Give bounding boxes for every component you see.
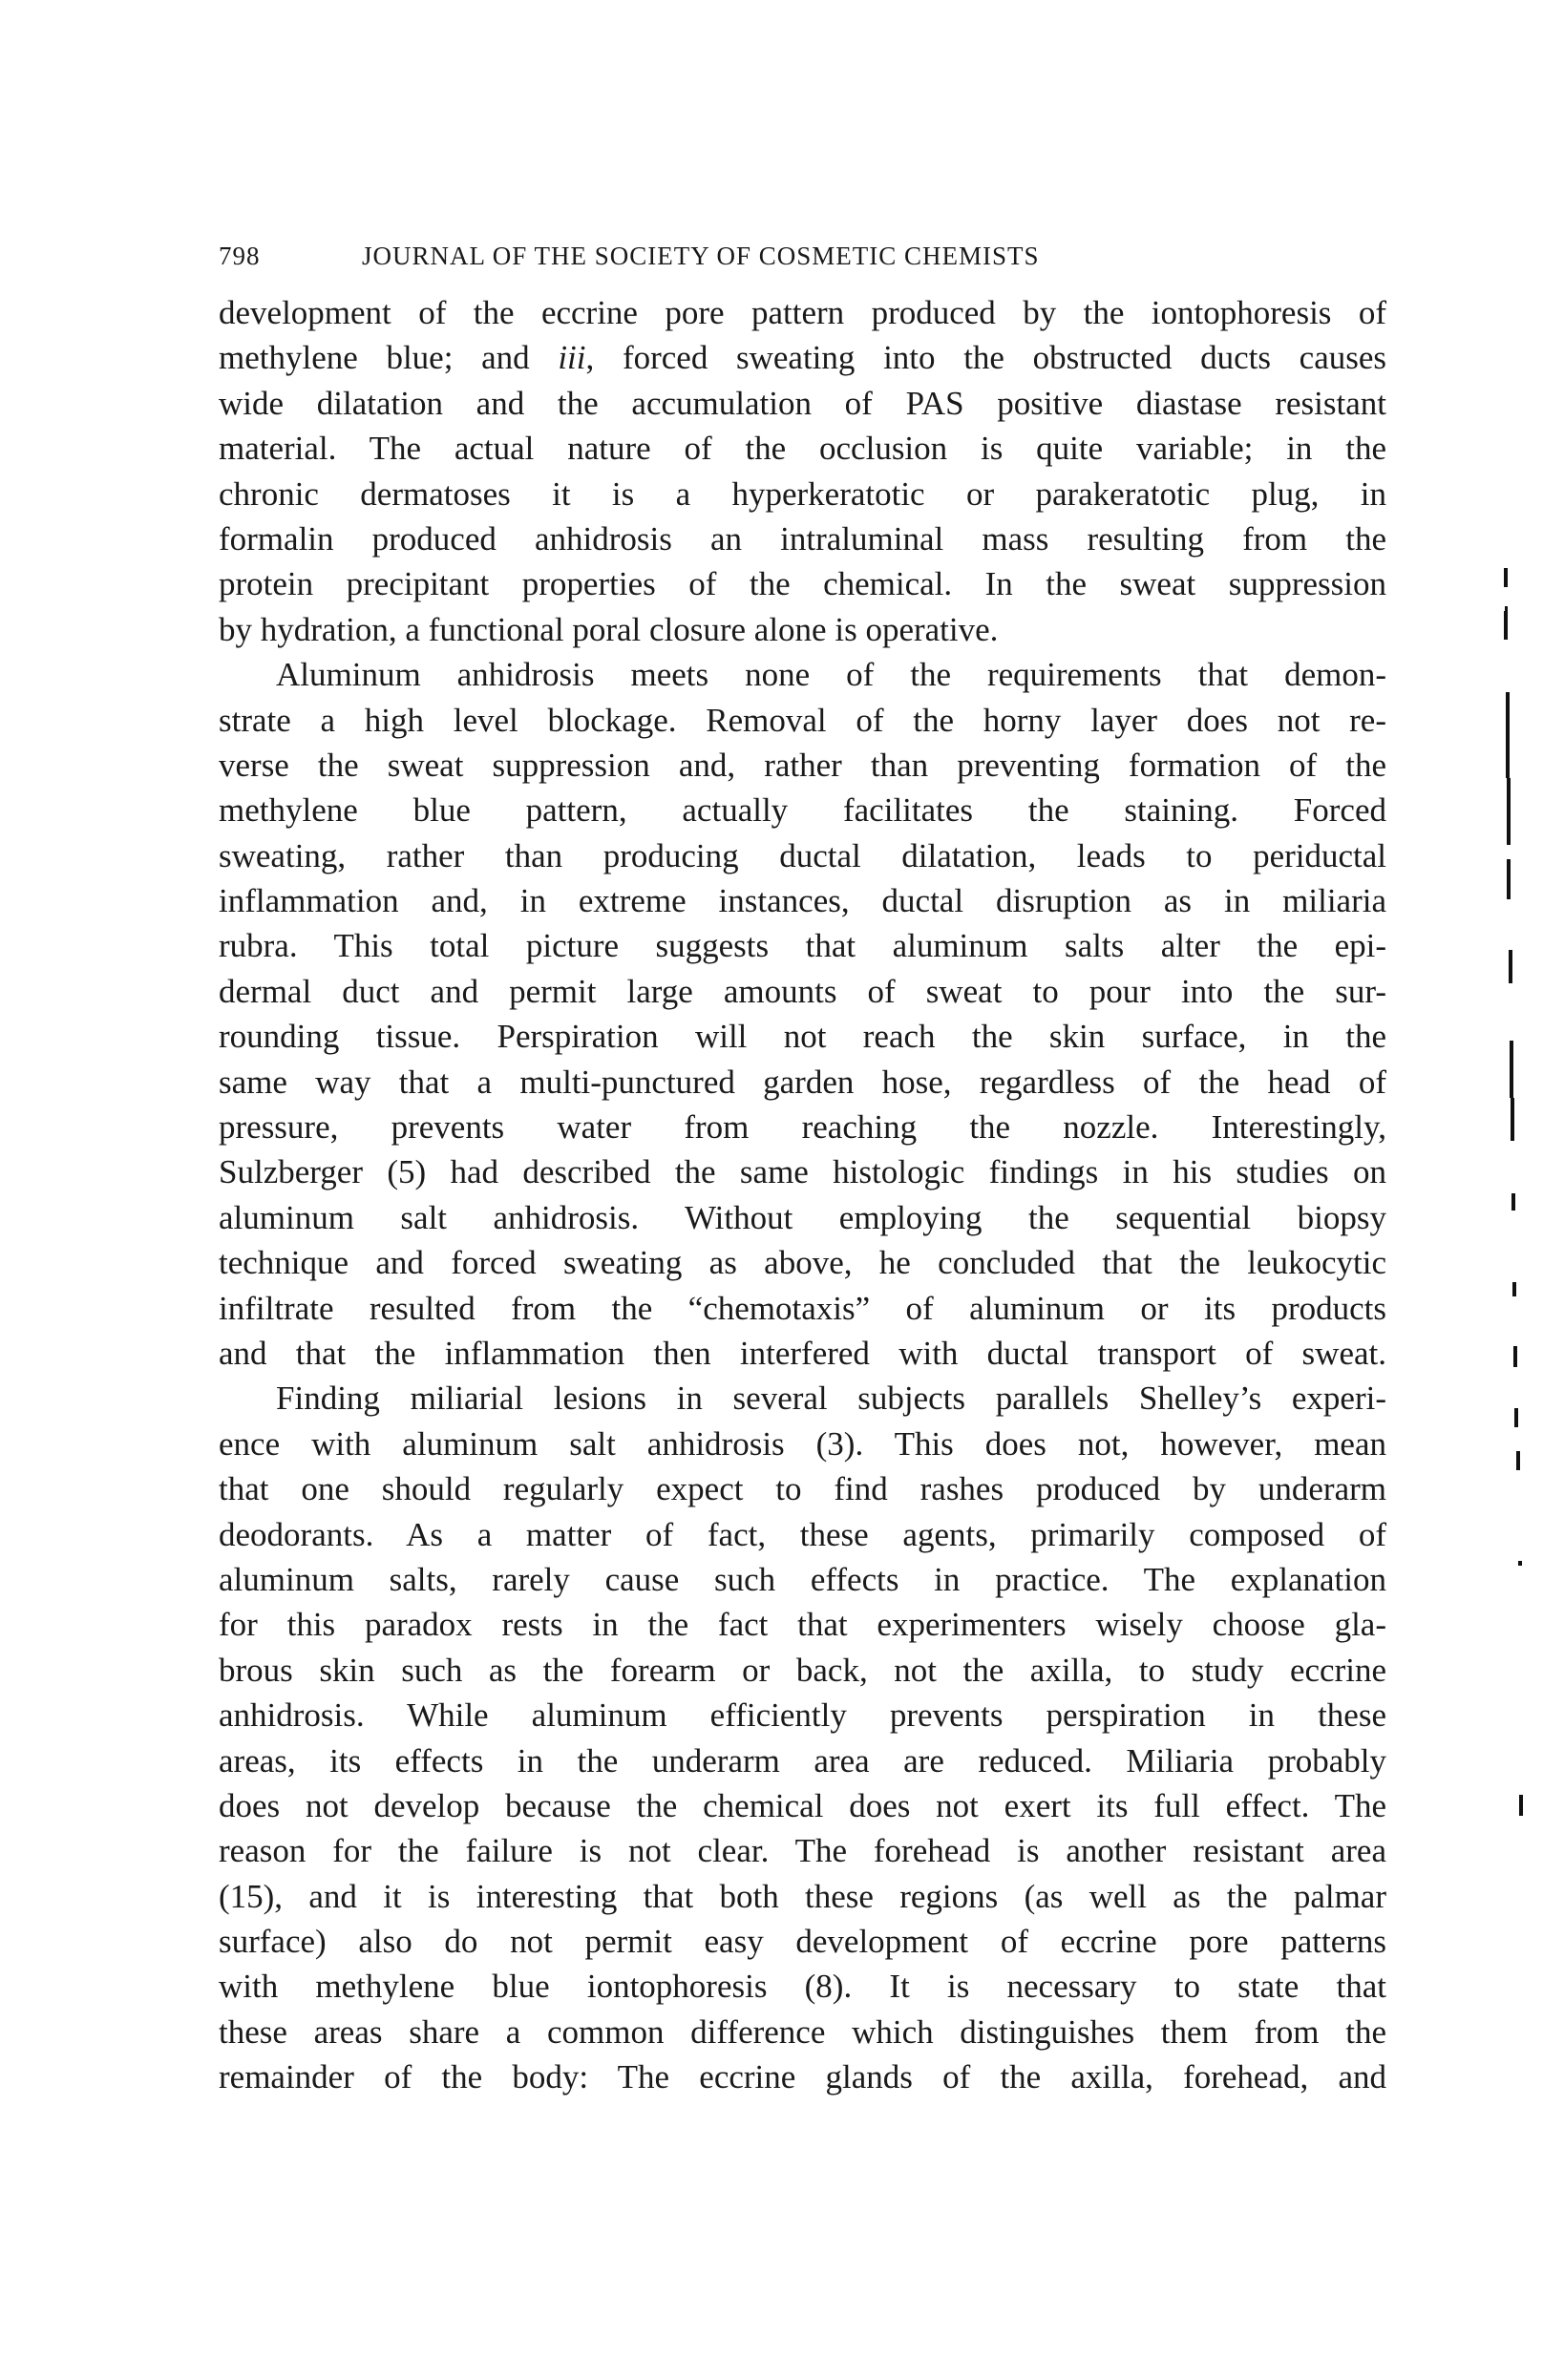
text-line: areas, its effects in the underarm area are reduced. Miliaria probably [219,1741,1386,1780]
text-line: by hydration, a functional poral closure alone is operative. [219,610,999,648]
text-line: Sulzberger (5) had described the same histologic findings in his studies on [219,1153,1386,1191]
page-number: 798 [219,242,261,270]
text-line: rubra. This total picture suggests that aluminum salts alter the epi- [219,927,1386,965]
text-line: remainder of the body: The eccrine glands of the axilla, forehead, and [219,2058,1386,2096]
text-line: dermal duct and permit large amounts of sweat to pour into the sur- [219,972,1386,1010]
text-line: reason for the failure is not clear. The forehead is another resistant area [219,1832,1386,1870]
text-line: Finding miliarial lesions in several subjects parallels Shelley’s experi- [276,1380,1386,1418]
text-line: development of the eccrine pore pattern produced by the iontophoresis of [219,294,1386,331]
text-line: material. The actual nature of the occlusion is quite variable; in the [219,430,1386,468]
text-line: and that the inflammation then interfered with ductal transport of sweat. [219,1334,1386,1372]
text-line: formalin produced anhidrosis an intraluminal mass resulting from the [219,519,1386,558]
text-line: protein precipitant properties of the chemical. In the sweat suppression [219,565,1386,603]
text-line: does not develop because the chemical does not exert its full effect. The [219,1786,1386,1824]
text-line: infiltrate resulted from the “chemotaxis” of aluminum or its products [219,1289,1386,1327]
text-line: that one should regularly expect to find rashes produced by underarm [219,1470,1386,1508]
text-segment: methylene blue; and [219,339,559,377]
italic-text: iii [558,339,586,377]
text-line: sweating, rather than producing ductal dilatation, leads to periductal [219,836,1386,874]
text-line: same way that a multi-punctured garden hose, regardless of the head of [219,1063,1386,1101]
text-line: wide dilatation and the accumulation of PAS positive diastase resistant [219,384,1386,422]
running-head: JOURNAL OF THE SOCIETY OF COSMETIC CHEMISTS [362,242,1040,270]
text-line: chronic dermatoses it is a hyperkeratotic or parakeratotic plug, in [219,474,1386,513]
text-segment: , forced sweating into the obstructed ducts causes [585,339,1386,377]
text-line: ence with aluminum salt anhidrosis (3). This does not, however, mean [219,1424,1386,1463]
text-line: strate a high level blockage. Removal of the horny layer does not re- [219,701,1386,739]
text-line: Aluminum anhidrosis meets none of the requirements that demon- [276,656,1386,694]
text-line: for this paradox rests in the fact that experimenters wisely choose gla- [219,1606,1386,1644]
text-line: inflammation and, in extreme instances, ductal disruption as in miliaria [219,882,1386,920]
text-line: technique and forced sweating as above, he concluded that the leukocytic [219,1244,1386,1282]
text-line: verse the sweat suppression and, rather than preventing formation of the [219,746,1386,784]
text-line: with methylene blue iontophoresis (8). It is necessary to state that [219,1968,1386,2006]
text-line: rounding tissue. Perspiration will not reach the skin surface, in the [219,1018,1386,1056]
text-line: anhidrosis. While aluminum efficiently prevents perspiration in these [219,1696,1386,1735]
text-line: methylene blue pattern, actually facilitates the staining. Forced [219,791,1386,830]
text-line: pressure, prevents water from reaching the nozzle. Interestingly, [219,1108,1386,1147]
body-text [219,290,1386,2100]
text-line: surface) also do not permit easy development of eccrine pore patterns [219,1923,1386,1961]
text-line: brous skin such as the forearm or back, not the axilla, to study eccrine [219,1651,1386,1689]
text-line: aluminum salt anhidrosis. Without employing the sequential biopsy [219,1198,1386,1236]
text-line: deodorants. As a matter of fact, these agents, primarily composed of [219,1515,1386,1553]
text-line: aluminum salts, rarely cause such effects in practice. The explanation [219,1560,1386,1598]
text-line: these areas share a common difference which distinguishes them from the [219,2012,1386,2051]
text-line [219,335,1386,380]
text-line: (15), and it is interesting that both these regions (as well as the palmar [219,1877,1386,1915]
